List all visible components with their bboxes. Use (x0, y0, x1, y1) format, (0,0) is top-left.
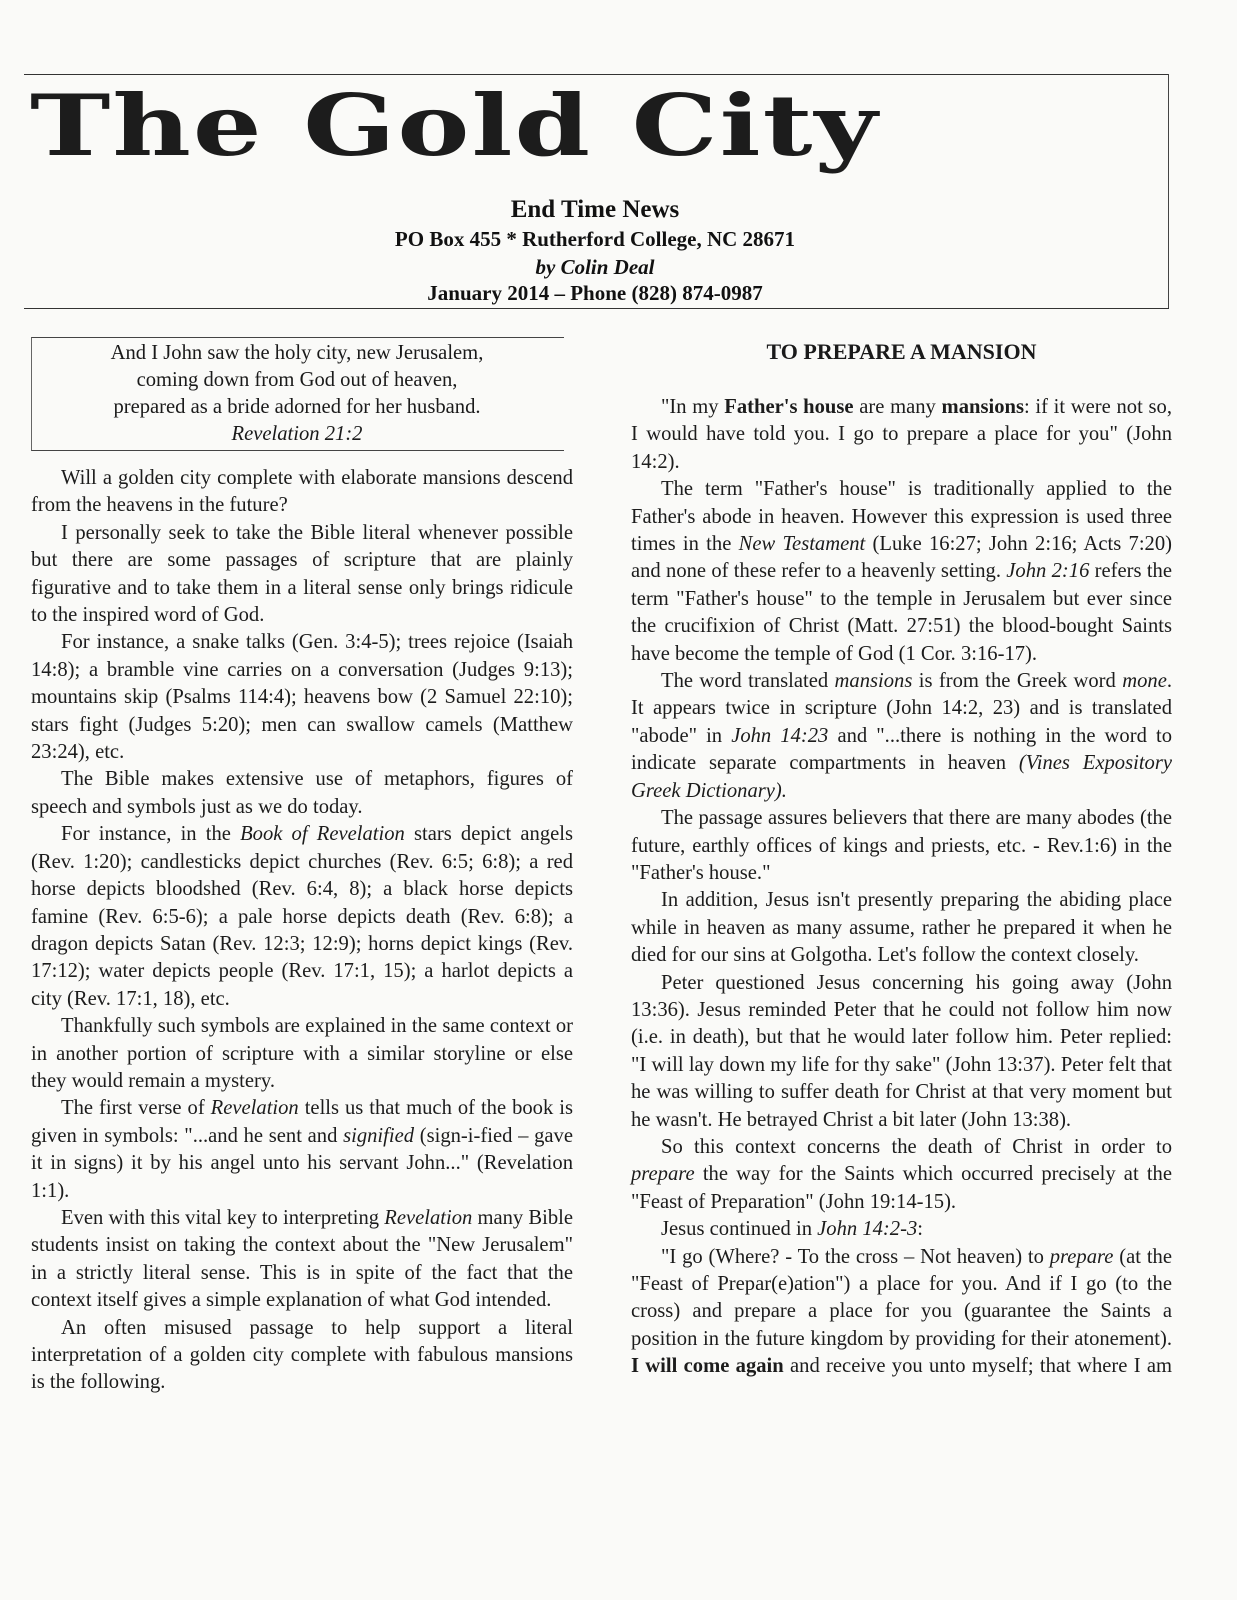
text-run: : (917, 1218, 923, 1241)
text-run: . It appears twice in scripture (John 14:2, 23) and is translated "abode" in (631, 670, 1172, 747)
text-run: "In my (661, 396, 725, 418)
text-run: tells us that much of the book is given in symbols: "...and he sent and (31, 1097, 573, 1147)
epigraph (31, 340, 563, 448)
text-run: The first verse of (61, 1097, 211, 1120)
text-run: "I go (Where? - To the cross – Not heaven) to (661, 1245, 1050, 1268)
text-run: refers the term "Father's house" to the temple in Jerusalem but ever since the crucifixion of Christ (Matt. 27:51) the blood-bought Saints have become the temple of God (1 Cor. 3:16-17). (631, 560, 1172, 665)
paragraph (631, 476, 1172, 668)
text-run: So this context concerns the death of Christ in order to (661, 1135, 1172, 1158)
paragraph: Peter questioned Jesus concerning his going away (John 13:36). Jesus reminded Peter that he could not follow him now (i.e. in death), but that he would later follow him. Peter replied: "I will lay down my life for thy sake" (John 13:37). Peter felt that he was willing to suffer death for Christ at that very moment but he wasn't. He betrayed Christ a bit later (John 13:38). (631, 971, 1172, 1131)
paragraph: An often misused passage to help support a literal interpretation of a golden city complete with fabulous mansions is the following. (31, 1316, 573, 1394)
text-run: are many (853, 396, 942, 418)
text-run: The word translated (661, 670, 835, 693)
emphasis: John 2:16 (1006, 560, 1090, 583)
emphasis: (Vines Expository Greek Dictionary). (631, 752, 1173, 802)
epigraph-reference: Revelation 21:2 (231, 423, 363, 445)
paragraph (31, 821, 573, 1013)
emphasis: prepare (1049, 1245, 1114, 1268)
paragraph (631, 668, 1172, 805)
paragraph: In addition, Jesus isn't presently preparing the abiding place while in heaven as many assume, rather he prepared it when he died for our sins at Golgotha. Let's follow the context closely. (631, 889, 1172, 967)
text-run: and receive you unto myself; that where I am (783, 1355, 1172, 1378)
newsletter-title: The Gold City (30, 76, 880, 176)
author-byline: by Colin Deal (535, 255, 655, 279)
paragraph: For instance, a snake talks (Gen. 3:4-5); trees rejoice (Isaiah 14:8); a bramble vine carries on a conversation (Judges 9:13); mountains skip (Psalms 114:4); heavens bow (2 Samuel 22:10); stars fight (Judges 5:20); men can swallow camels (Matthew 23:24), etc. (31, 631, 573, 764)
emphasis: prepare (631, 1163, 695, 1186)
epigraph-line: And I John saw the holy city, new Jerusalem, (110, 342, 484, 364)
paragraph: The passage assures believers that there are many abodes (the future, earthly offices of kings and priests, etc. - Rev.1:6) in the "Father's house." (631, 807, 1172, 884)
right-column (631, 394, 1172, 1381)
emphasis: Revelation (384, 1206, 473, 1229)
issue-date-phone: January 2014 – Phone (828) 874-0987 (427, 281, 763, 305)
text-run: and "...there is nothing in the word to indicate separate compartments in heaven (631, 724, 1172, 775)
emphasis: mansions (834, 670, 913, 693)
masthead-bottom-rule (24, 308, 1169, 309)
bold-text: mansions (941, 396, 1024, 418)
emphasis: mone (1122, 670, 1167, 693)
paragraph: Thankfully such symbols are explained in the same context or in another portion of scripture with a similar storyline or else they would remain a mystery. (31, 1015, 573, 1092)
bold-text: Father's house (724, 396, 854, 418)
text-run: is from the Greek word (912, 670, 1123, 693)
text-run: Jesus continued in (661, 1218, 818, 1241)
text-run: For instance, in the (61, 823, 241, 846)
mailing-address: PO Box 455 * Rutherford College, NC 28671 (394, 227, 796, 251)
paragraph: Will a golden city complete with elaborate mansions descend from the heavens in the future? (31, 467, 573, 517)
left-column (31, 465, 573, 1397)
bold-text: I will come again (631, 1355, 784, 1378)
newsletter-subtitle: End Time News (510, 196, 680, 223)
emphasis: New Testament (738, 533, 866, 556)
masthead-top-rule (24, 74, 1169, 75)
text-run: (at the "Feast of Prepar(e)ation") a place for you. And if I go (to the cross) and prepare a place for you (guarantee the Saints a position in the future kingdom by providing for their atonement). (631, 1245, 1172, 1350)
paragraph (631, 1244, 1172, 1381)
text-run: The term "Father's house" is traditionally applied to the Father's abode in heaven. However this expression is used three times in the (631, 478, 1172, 556)
paragraph (631, 394, 1172, 476)
paragraph (31, 1205, 573, 1315)
epigraph-line: coming down from God out of heaven, (136, 369, 458, 391)
emphasis: John 14:2-3 (817, 1218, 918, 1241)
text-run: Even with this vital key to interpreting (61, 1206, 385, 1229)
text-run: (sign-i-fied – gave it in signs) it by his angel unto his servant John..." (Revelation 1:1). (31, 1124, 573, 1202)
text-run: the way for the Saints which occurred precisely at the "Feast of Preparation" (John 19:14-15). (631, 1163, 1172, 1213)
paragraph: The Bible makes extensive use of metaphors, figures of speech and symbols just as we do today. (31, 768, 573, 818)
emphasis: signified (343, 1124, 415, 1147)
emphasis: John 14:23 (731, 724, 829, 747)
emphasis: Book of Revelation (240, 823, 405, 846)
paragraph (631, 1216, 1172, 1243)
section-heading: TO PREPARE A MANSION (766, 339, 1037, 364)
text-run: many Bible students insist on taking the context about the "New Jerusalem" in a strictly literal sense. This is in spite of the fact that the context itself gives a simple explanation of what God intended. (31, 1206, 573, 1312)
emphasis: Revelation (210, 1097, 299, 1120)
paragraph (31, 1095, 573, 1205)
paragraph: I personally seek to take the Bible literal whenever possible but there are some passages of scripture that are plainly figurative and to take them in a literal sense only brings ridicule to the inspired word of God. (31, 521, 573, 627)
text-run: : if it were not so, I would have told you. I go to prepare a place for you" (John 14:2). (631, 396, 1172, 473)
text-run: (Luke 16:27; John 2:16; Acts 7:20) and none of these refer to a heavenly setting. (631, 533, 1173, 583)
paragraph (631, 1134, 1172, 1216)
epigraph-line: prepared as a bride adorned for her husband. (113, 396, 481, 418)
text-run: stars depict angels (Rev. 1:20); candlesticks depict churches (Rev. 6:5; 6:8); a red horse depicts bloodshed (Rev. 6:4, 8); a black horse depicts famine (Rev. 6:5-6); a pale horse depicts death (Rev. 6:8); a dragon depicts Satan (Rev. 12:3; 12:9); horns depict kings (Rev. 17:12); water depicts people (Rev. 17:1, 15); a harlot depicts a city (Rev. 17:1, 18), etc. (31, 823, 573, 1010)
